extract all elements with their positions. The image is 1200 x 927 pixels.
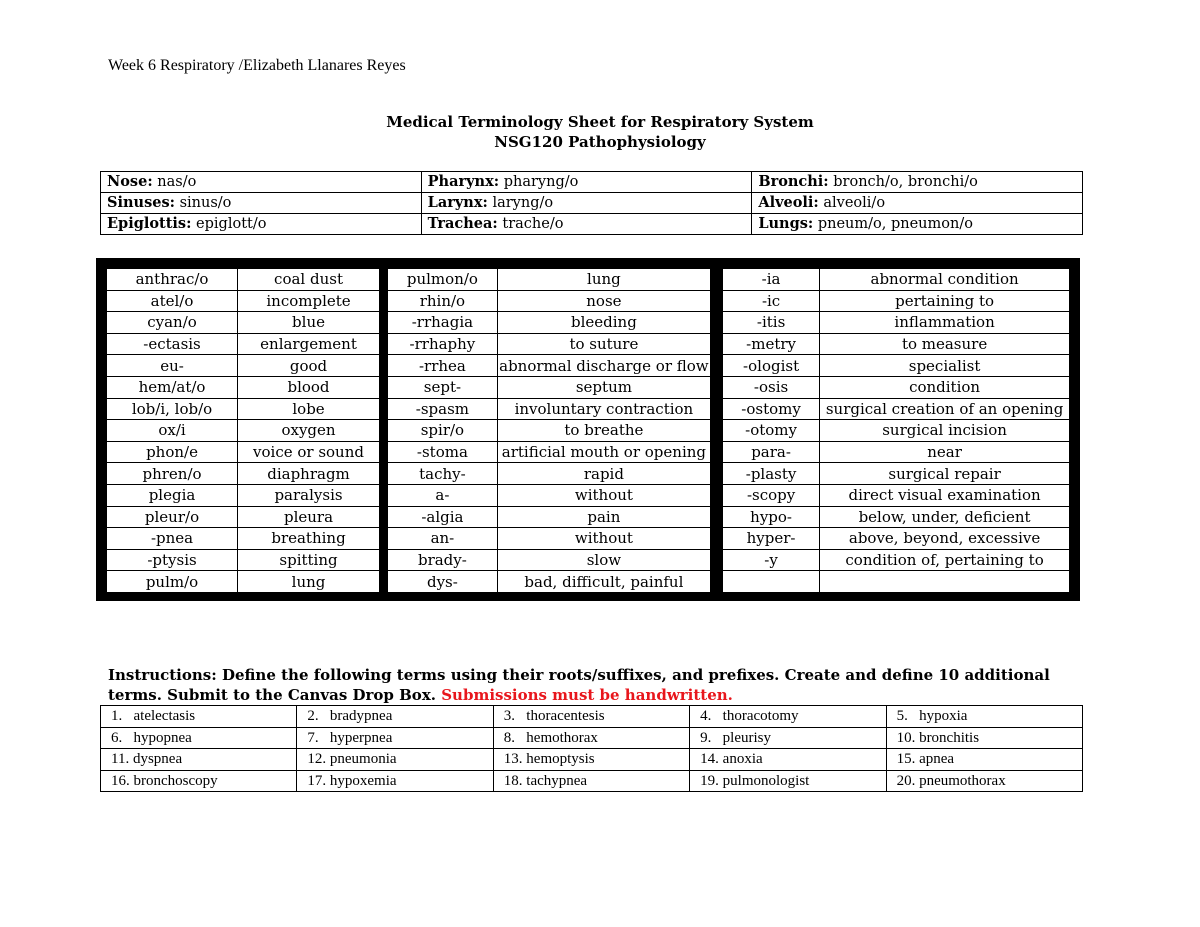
term-root: hem/at/o [107, 376, 238, 398]
organ-root: sinus/o [174, 195, 232, 211]
term-meaning: oxygen [238, 420, 380, 442]
list-item: 2. bradypnea [297, 706, 493, 728]
term-meaning: to breathe [497, 420, 710, 442]
term-meaning: lung [497, 269, 710, 291]
term-row [107, 333, 380, 355]
list-row [101, 770, 1083, 792]
list-item: 15. apnea [886, 749, 1082, 771]
term-row [723, 441, 1070, 463]
term-root: -ologist [723, 355, 820, 377]
term-meaning: condition of, pertaining to [820, 549, 1070, 571]
organ-row [101, 214, 1083, 235]
term-row [107, 312, 380, 334]
term-root: anthrac/o [107, 269, 238, 291]
term-row [388, 333, 711, 355]
list-item: 9. pleurisy [690, 727, 886, 749]
term-meaning: coal dust [238, 269, 380, 291]
list-item: 10. bronchitis [886, 727, 1082, 749]
term-meaning: lung [238, 571, 380, 593]
term-row [388, 528, 711, 550]
term-meaning: surgical incision [820, 420, 1070, 442]
term-meaning: rapid [497, 463, 710, 485]
term-meaning: voice or sound [238, 441, 380, 463]
organ-root: epiglott/o [191, 216, 267, 232]
term-root: -stoma [388, 441, 498, 463]
term-meaning: paralysis [238, 484, 380, 506]
term-row [388, 484, 711, 506]
term-root: -scopy [723, 484, 820, 506]
organ-label: Larynx: [427, 194, 488, 211]
organ-row [101, 193, 1083, 214]
organ-cell [752, 214, 1083, 235]
term-meaning: inflammation [820, 312, 1070, 334]
term-row [107, 420, 380, 442]
term-root: para- [723, 441, 820, 463]
terminology-table [96, 258, 1080, 601]
term-root: -ic [723, 290, 820, 312]
title-line-2: NSG120 Pathophysiology [494, 133, 706, 151]
organ-cell [101, 172, 422, 193]
organ-cell [101, 214, 422, 235]
organ-cell [752, 193, 1083, 214]
list-item: 5. hypoxia [886, 706, 1082, 728]
list-item: 11. dyspnea [101, 749, 297, 771]
term-root: a- [388, 484, 498, 506]
list-item: 14. anoxia [690, 749, 886, 771]
term-meaning: septum [497, 376, 710, 398]
term-meaning: good [238, 355, 380, 377]
term-row [388, 269, 711, 291]
term-root: pulm/o [107, 571, 238, 593]
term-meaning: blood [238, 376, 380, 398]
organ-label: Pharynx: [427, 173, 500, 190]
term-meaning: incomplete [238, 290, 380, 312]
term-root: -ia [723, 269, 820, 291]
term-meaning: diaphragm [238, 463, 380, 485]
term-meaning: spitting [238, 549, 380, 571]
term-row [388, 441, 711, 463]
term-root: -ptysis [107, 549, 238, 571]
term-meaning: breathing [238, 528, 380, 550]
term-root: -ectasis [107, 333, 238, 355]
term-meaning: pertaining to [820, 290, 1070, 312]
terms-column-1 [106, 268, 380, 593]
term-root: -osis [723, 376, 820, 398]
term-root: -metry [723, 333, 820, 355]
term-row [107, 463, 380, 485]
organ-label: Sinuses: [107, 194, 175, 211]
term-root: cyan/o [107, 312, 238, 334]
term-row [388, 398, 711, 420]
document-header: Week 6 Respiratory /Elizabeth Llanares Reyes [108, 57, 406, 74]
term-row [107, 441, 380, 463]
instructions-text [108, 665, 1098, 705]
term-root: sept- [388, 376, 498, 398]
term-row [723, 333, 1070, 355]
term-root: an- [388, 528, 498, 550]
term-root: plegia [107, 484, 238, 506]
term-row [723, 463, 1070, 485]
term-root: tachy- [388, 463, 498, 485]
term-meaning: lobe [238, 398, 380, 420]
term-root: -rrhaphy [388, 333, 498, 355]
term-root: spir/o [388, 420, 498, 442]
document-title [0, 112, 1200, 152]
term-row [107, 549, 380, 571]
list-item: 4. thoracotomy [690, 706, 886, 728]
term-row [388, 549, 711, 571]
organ-root: alveoli/o [818, 195, 886, 211]
organ-cell [421, 172, 752, 193]
term-row [107, 484, 380, 506]
list-item: 19. pulmonologist [690, 770, 886, 792]
term-meaning: condition [820, 376, 1070, 398]
term-row [723, 420, 1070, 442]
term-row [723, 549, 1070, 571]
term-meaning: pleura [238, 506, 380, 528]
term-row [107, 571, 380, 593]
term-root: -rrhagia [388, 312, 498, 334]
term-root: phon/e [107, 441, 238, 463]
term-row [388, 506, 711, 528]
term-root: rhin/o [388, 290, 498, 312]
term-meaning: to suture [497, 333, 710, 355]
list-row [101, 749, 1083, 771]
organ-root: pharyng/o [499, 174, 579, 190]
term-meaning: involuntary contraction [497, 398, 710, 420]
handwritten-warning: Submissions must be handwritten. [441, 686, 733, 704]
term-root: ox/i [107, 420, 238, 442]
list-item: 8. hemothorax [493, 727, 689, 749]
term-meaning: artificial mouth or opening [497, 441, 710, 463]
term-meaning: abnormal condition [820, 269, 1070, 291]
term-root: -itis [723, 312, 820, 334]
list-item: 13. hemoptysis [493, 749, 689, 771]
term-meaning: surgical repair [820, 463, 1070, 485]
term-meaning: bad, difficult, painful [497, 571, 710, 593]
list-item: 12. pneumonia [297, 749, 493, 771]
term-root: -pnea [107, 528, 238, 550]
term-meaning: enlargement [238, 333, 380, 355]
list-item: 3. thoracentesis [493, 706, 689, 728]
term-row [107, 269, 380, 291]
term-root: lob/i, lob/o [107, 398, 238, 420]
term-row [107, 528, 380, 550]
term-row [723, 398, 1070, 420]
organ-label: Nose: [107, 173, 153, 190]
term-root: atel/o [107, 290, 238, 312]
term-root: hypo- [723, 506, 820, 528]
term-row [107, 398, 380, 420]
organ-cell [752, 172, 1083, 193]
term-root: -otomy [723, 420, 820, 442]
term-row [388, 312, 711, 334]
list-item: 7. hyperpnea [297, 727, 493, 749]
term-list-table [100, 705, 1083, 792]
organ-cell [421, 214, 752, 235]
organ-label: Lungs: [758, 215, 814, 232]
term-row [107, 506, 380, 528]
organ-cell [101, 193, 422, 214]
term-row [723, 312, 1070, 334]
organ-label: Trachea: [427, 215, 498, 232]
term-root: -plasty [723, 463, 820, 485]
list-item: 18. tachypnea [493, 770, 689, 792]
organ-root: bronch/o, bronchi/o [828, 174, 978, 190]
organ-label: Bronchi: [758, 173, 829, 190]
term-root: brady- [388, 549, 498, 571]
term-row [723, 484, 1070, 506]
organ-row [101, 172, 1083, 193]
term-meaning: surgical creation of an opening [820, 398, 1070, 420]
term-row [723, 355, 1070, 377]
term-meaning: near [820, 441, 1070, 463]
term-row [723, 376, 1070, 398]
organ-root: nas/o [152, 174, 197, 190]
term-meaning: bleeding [497, 312, 710, 334]
term-row [723, 290, 1070, 312]
term-meaning: slow [497, 549, 710, 571]
term-row [388, 376, 711, 398]
term-meaning: pain [497, 506, 710, 528]
organ-root: trache/o [497, 216, 564, 232]
term-row [723, 528, 1070, 550]
term-row [388, 463, 711, 485]
instructions-body: Instructions: Define the following terms using their roots/suffixes, and prefixes. Create and define 10 additional terms. Submit to the Canvas Drop Box. [108, 666, 1050, 704]
list-row [101, 706, 1083, 728]
term-root: -ostomy [723, 398, 820, 420]
organ-cell [421, 193, 752, 214]
term-root: eu- [107, 355, 238, 377]
term-meaning: to measure [820, 333, 1070, 355]
list-item: 17. hypoxemia [297, 770, 493, 792]
term-root: dys- [388, 571, 498, 593]
terms-column-2 [387, 268, 711, 593]
term-root: hyper- [723, 528, 820, 550]
terms-column-3 [722, 268, 1070, 593]
term-root: phren/o [107, 463, 238, 485]
list-item: 16. bronchoscopy [101, 770, 297, 792]
term-row [723, 571, 1070, 593]
term-meaning: blue [238, 312, 380, 334]
organ-root: pneum/o, pneumon/o [813, 216, 973, 232]
term-root: pleur/o [107, 506, 238, 528]
term-row [107, 355, 380, 377]
organ-roots-table [100, 171, 1083, 235]
term-meaning [820, 571, 1070, 593]
term-meaning: direct visual examination [820, 484, 1070, 506]
term-meaning: without [497, 484, 710, 506]
term-root [723, 571, 820, 593]
term-meaning: without [497, 528, 710, 550]
term-meaning: nose [497, 290, 710, 312]
term-root: pulmon/o [388, 269, 498, 291]
list-item: 6. hypopnea [101, 727, 297, 749]
term-root: -spasm [388, 398, 498, 420]
term-row [107, 290, 380, 312]
term-meaning: abnormal discharge or flow [499, 356, 709, 375]
organ-root: laryng/o [487, 195, 554, 211]
term-root: -algia [388, 506, 498, 528]
term-meaning: above, beyond, excessive [820, 528, 1070, 550]
organ-label: Alveoli: [758, 194, 819, 211]
term-root: -rrhea [388, 355, 498, 377]
term-meaning: specialist [820, 355, 1070, 377]
list-item: 20. pneumothorax [886, 770, 1082, 792]
term-row [107, 376, 380, 398]
list-item: 1. atelectasis [101, 706, 297, 728]
organ-label: Epiglottis: [107, 215, 192, 232]
term-row [388, 355, 711, 377]
term-row [388, 420, 711, 442]
term-row [723, 506, 1070, 528]
term-row [723, 269, 1070, 291]
term-row [388, 571, 711, 593]
list-row [101, 727, 1083, 749]
term-row [388, 290, 711, 312]
title-line-1: Medical Terminology Sheet for Respiratory System [386, 113, 814, 131]
term-root: -y [723, 549, 820, 571]
term-meaning: below, under, deficient [820, 506, 1070, 528]
